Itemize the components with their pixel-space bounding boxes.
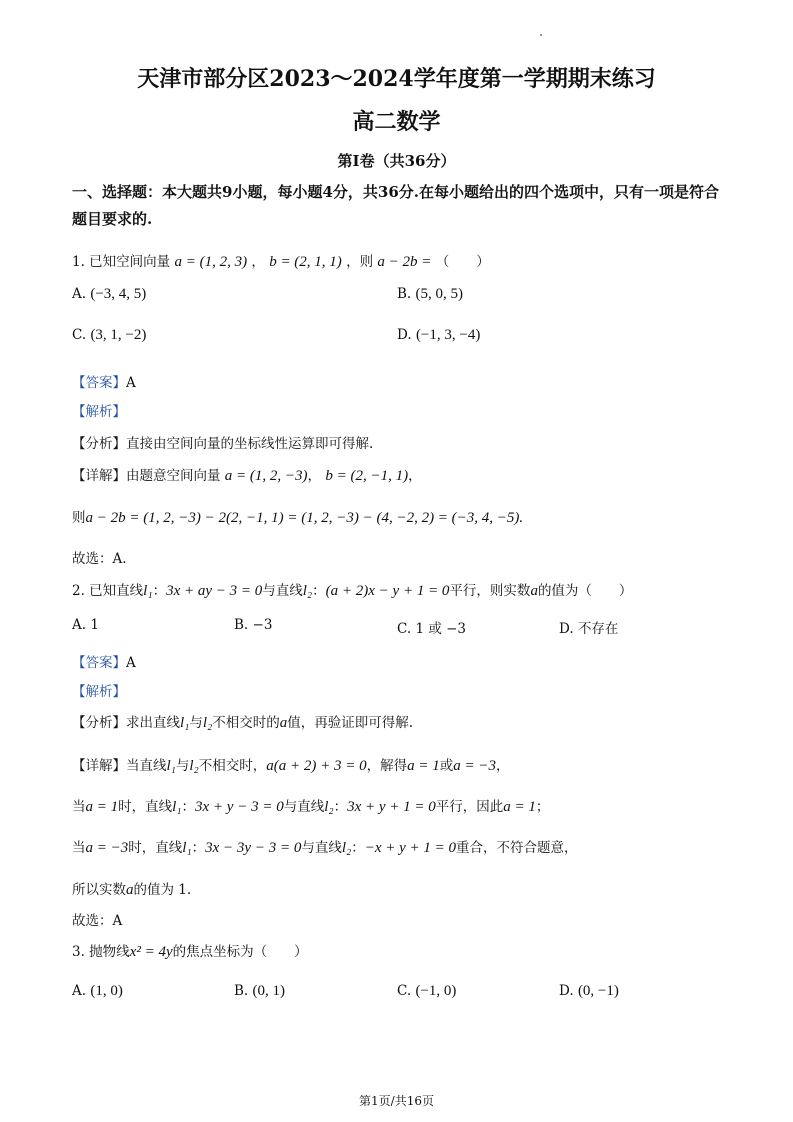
xj3-eq2: −x + y + 1 = 0: [364, 840, 457, 856]
xj2-end: 平行，因此: [435, 799, 504, 815]
q2-colon: ：: [152, 583, 167, 599]
q1-choose: 故选：A.: [72, 551, 127, 567]
q1-option-b: [397, 286, 463, 303]
xj3-l1: l₁: [182, 840, 192, 856]
q2-line-l1: l₁: [143, 583, 153, 599]
option-label: D.: [559, 621, 574, 637]
xj3-colon: ：: [351, 840, 365, 856]
q2-option-a: [72, 617, 99, 633]
q1-prefix: 1. 已知空间向量: [72, 254, 171, 270]
fenxi-mid: 不相交时的: [212, 715, 280, 731]
fenxi-text: 直接由空间向量的坐标线性运算即可得解.: [126, 436, 374, 452]
fenxi-and: 与: [189, 715, 203, 731]
calc-expression: a − 2b = (1, 2, −3) − 2(2, −1, 1) = (1, 2, −3) − (4, −2, 2) = (−3, 4, −5).: [85, 510, 524, 526]
q1-paren: （ ）: [435, 254, 490, 270]
xj3-colon: ：: [191, 840, 206, 856]
option-value: (−1, 3, −4): [415, 327, 481, 343]
q1-expression: a − 2b =: [377, 254, 432, 270]
xiangjie-text: 由题意空间向量: [126, 468, 221, 484]
answer-value: A: [126, 655, 136, 671]
xj2-a: a = 1: [85, 799, 119, 815]
q3-option-a: [72, 983, 123, 1000]
option-label: B.: [234, 983, 249, 999]
xiangjie-tag: 【详解】: [72, 468, 126, 484]
q1-answer: [72, 371, 136, 391]
q1-vector-b: b = (2, 1, 1): [269, 254, 342, 270]
xj2-mid: 时，直线: [118, 799, 173, 815]
option-value: (−1, 0): [415, 983, 457, 999]
option-label: D.: [559, 983, 574, 999]
option-label: D.: [397, 327, 412, 343]
xj2-colon: ：: [333, 799, 348, 815]
xiangjie-vector-b: b = (2, −1, 1): [325, 468, 409, 484]
q3-stem-end: 的焦点坐标为（ ）: [172, 944, 308, 960]
xj1-end: ，: [496, 758, 510, 774]
xj3-mid: 时，直线: [128, 840, 183, 856]
q2-colon: ：: [312, 583, 326, 599]
option-label: C.: [397, 621, 412, 637]
xj2-colon: ：: [181, 799, 196, 815]
option-value: (3, 1, −2): [90, 327, 147, 343]
option-value: 1 或 −3: [415, 621, 467, 637]
option-value: 不存在: [577, 621, 619, 637]
option-label: A.: [72, 983, 87, 999]
q1-mid: ，则: [346, 254, 374, 270]
q2-fenxi: [72, 711, 413, 732]
fenxi-tag: 【分析】: [72, 715, 126, 731]
q3-option-c: [397, 983, 456, 1000]
xj3-l2: l₂: [341, 840, 352, 856]
xj1-mid2: ，解得: [366, 758, 408, 774]
option-value: (1, 0): [90, 983, 123, 999]
calc-prefix: 则: [72, 510, 86, 526]
xiangjie-tag: 【详解】: [72, 758, 126, 774]
page-footer: 第1页/共16页: [359, 1094, 434, 1108]
q2-stem-tail: 的值为（ ）: [537, 583, 633, 599]
q2-option-d: [559, 617, 618, 637]
xj3-pre: 当: [72, 840, 86, 856]
question-1-stem: [72, 250, 490, 271]
q2-equation-2: (a + 2)x − y + 1 = 0: [325, 583, 450, 599]
option-value: 1: [90, 617, 99, 633]
fenxi-tag: 【分析】: [72, 436, 126, 452]
scan-dot: [540, 34, 542, 36]
option-value: (0, 1): [252, 983, 286, 999]
xj2-and: 与直线: [283, 799, 325, 815]
option-value: (−3, 4, 5): [90, 286, 147, 302]
xj3-eq1: 3x − 3y − 3 = 0: [205, 840, 302, 856]
q1-option-c: [72, 327, 146, 344]
q3-option-d: [559, 983, 619, 1000]
question-2-stem: [72, 579, 632, 600]
q2-xiangjie-line-2: [72, 795, 549, 816]
xj2-l2: l₂: [324, 799, 334, 815]
question-3-stem: [72, 940, 308, 961]
xj2-eq2: 3x + y + 1 = 0: [347, 799, 436, 815]
q2-option-c: [397, 617, 466, 637]
xj1-root-1: a = 1: [407, 758, 440, 774]
analysis-tag: 【解析】: [72, 684, 126, 700]
analysis-tag: 【解析】: [72, 404, 126, 420]
q1-fenxi: [72, 432, 373, 452]
xj4-end: 的值为 1.: [133, 882, 192, 898]
q2-analysis-tag: [72, 680, 126, 700]
q1-calculation: [72, 506, 523, 527]
option-value: −3: [252, 617, 273, 633]
xj1-l2: l₂: [189, 758, 199, 774]
xj2-pre: 当: [72, 799, 86, 815]
xiangjie-sep: ，: [307, 468, 322, 484]
option-label: A.: [72, 617, 87, 633]
q2-variable: a: [530, 583, 538, 599]
xj2-eq1: 3x + y − 3 = 0: [195, 799, 284, 815]
xj4-pre: 所以实数: [72, 882, 126, 898]
q2-option-b: [234, 617, 272, 633]
part-heading: 第Ⅰ卷（共36分）: [337, 152, 456, 170]
q2-line-l2: l₂: [302, 583, 313, 599]
q2-xiangjie-line-1: [72, 754, 510, 775]
q3-equation: x² = 4y: [129, 944, 173, 960]
q2-answer: [72, 651, 136, 671]
option-value: (0, −1): [577, 983, 619, 999]
option-label: A.: [72, 286, 87, 302]
xj3-and: 与直线: [301, 840, 342, 856]
answer-value: A: [126, 375, 136, 391]
xj1-equation: a(a + 2) + 3 = 0: [266, 758, 367, 774]
q1-analysis-tag: [72, 400, 126, 420]
q2-prefix: 2. 已知直线: [72, 583, 144, 599]
answer-tag: 【答案】: [72, 655, 126, 671]
answer-tag: 【答案】: [72, 375, 126, 391]
option-value: (5, 0, 5): [415, 286, 464, 302]
xj2-l1: l₁: [172, 799, 182, 815]
xj2-tail: ；: [535, 799, 550, 815]
q3-option-b: [234, 983, 285, 1000]
q1-option-a: [72, 286, 146, 303]
fenxi-a: a: [279, 715, 288, 731]
q1-vector-a: a = (1, 2, 3): [174, 254, 248, 270]
q1-sep: ，: [251, 254, 265, 270]
q2-choose: 故选：A: [72, 913, 123, 929]
fenxi-l1: l₁: [180, 715, 190, 731]
q2-equation-1: 3x + ay − 3 = 0: [166, 583, 263, 599]
exam-title: 天津市部分区2023～2024学年度第一学期期末练习: [137, 66, 656, 92]
q3-prefix: 3. 抛物线: [72, 944, 130, 960]
fenxi-l2: l₂: [202, 715, 213, 731]
xiangjie-vector-a: a = (1, 2, −3): [224, 468, 308, 484]
exam-subtitle: 高二数学: [352, 109, 441, 135]
xj4-a: a: [126, 882, 134, 898]
xj3-a: a = −3: [85, 840, 129, 856]
option-label: B.: [234, 617, 249, 633]
q2-xiangjie-line-3: [72, 836, 578, 857]
xj1-and: 与: [175, 758, 190, 774]
xj1-or: 或: [439, 758, 454, 774]
fenxi-text: 求出直线: [126, 715, 180, 731]
q1-option-d: [397, 327, 480, 344]
section-heading: 一、选择题：本大题共9小题，每小题4分，共36分.在每小题给出的四个选项中，只有一项是符合题目要求的.: [72, 183, 719, 228]
q1-xiangjie: [72, 464, 422, 485]
xj1-l1: l₁: [166, 758, 176, 774]
option-label: C.: [72, 327, 87, 343]
xj2-result: a = 1: [503, 799, 536, 815]
xiangjie-end: ，: [408, 468, 422, 484]
xj1-pre: 当直线: [126, 758, 167, 774]
q2-stem-end: 平行，则实数: [449, 583, 531, 599]
option-label: B.: [397, 286, 412, 302]
fenxi-end: 值，再验证即可得解.: [287, 715, 414, 731]
xj3-end: 重合，不符合题意，: [456, 840, 578, 856]
q2-mid: 与直线: [262, 583, 303, 599]
xj1-mid: 不相交时，: [198, 758, 267, 774]
q2-xiangjie-line-4: [72, 878, 191, 899]
option-label: C.: [397, 983, 412, 999]
xj1-root-2: a = −3: [453, 758, 497, 774]
